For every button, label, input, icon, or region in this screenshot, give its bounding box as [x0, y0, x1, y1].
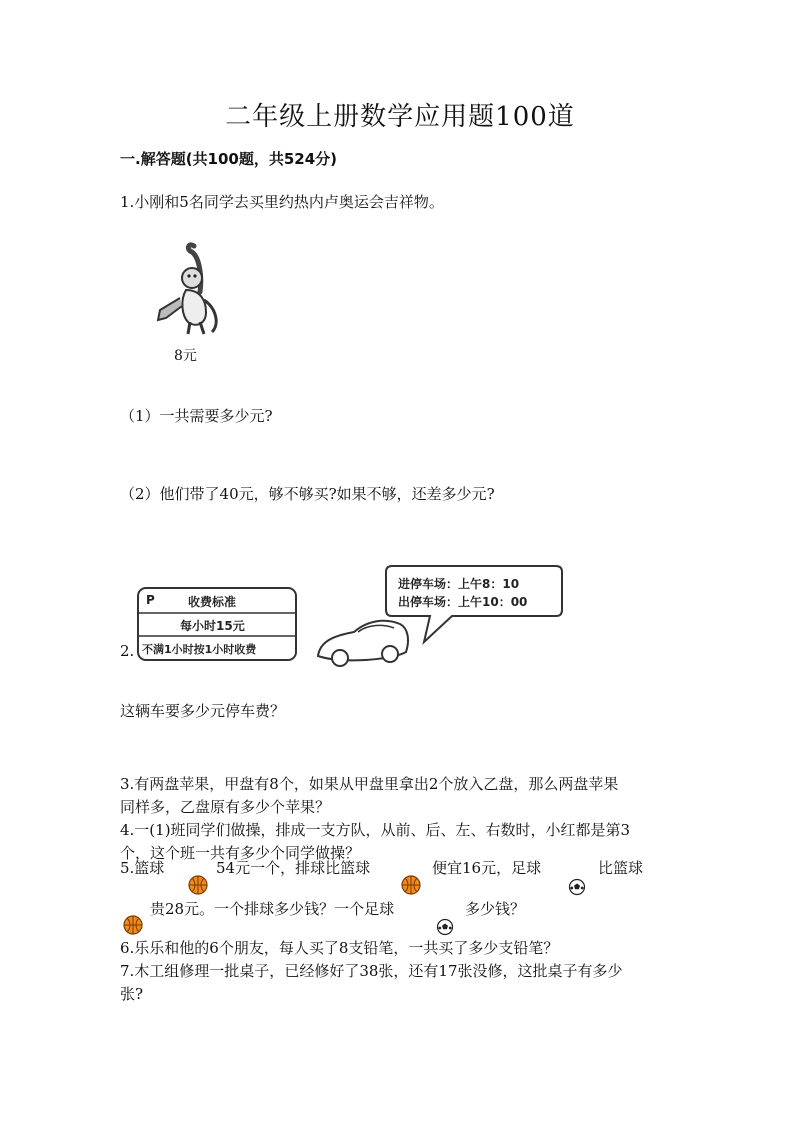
q6-text: 6.乐乐和他的6个朋友，每人买了8支铅笔，一共买了多少支铅笔？ [120, 939, 559, 957]
q3-line1: 3.有两盘苹果，甲盘有8个，如果从甲盘里拿出2个放入乙盘，那么两盘苹果 [120, 775, 619, 793]
page-title: 二年级上册数学应用题100道 [225, 102, 575, 132]
q5-part5: 贵28元。一个排球多少钱？一个足球 [150, 900, 395, 918]
price-caption: 8元 [174, 348, 197, 364]
soccer-ball-icon [436, 918, 454, 936]
q2-number: 2. [120, 642, 135, 660]
basketball-icon [400, 874, 422, 896]
section-heading: 一.解答题(共100题，共524分) [120, 150, 338, 168]
q2-question: 这辆车要多少元停车费？ [120, 702, 286, 720]
car-speech-bubble-illustration [312, 562, 564, 680]
q5-part3: 便宜16元，足球 [432, 859, 542, 877]
q7-line1: 7.木工组修理一批桌子，已经修好了38张，还有17张没修，这批桌子有多少 [120, 962, 623, 980]
q1-sub1: （1）一共需要多少元? [120, 407, 273, 425]
q5-part6: 多少钱？ [465, 900, 526, 918]
q1-sub2: （2）他们带了40元，够不够买?如果不够，还差多少元? [120, 485, 495, 503]
parking-fee-sign [136, 586, 298, 662]
q4-line1: 4.一(1)班同学们做操，排成一支方队，从前、后、左、右数时，小红都是第3 [120, 821, 631, 839]
q5-part1: 5.篮球 [120, 859, 165, 877]
soccer-ball-icon [568, 878, 586, 896]
q4-line2: 个，这个班一共有多少个同学做操？ [120, 844, 361, 862]
q3-line2: 同样多，乙盘原有多少个苹果？ [120, 798, 331, 816]
sign-rule: 不满1小时按1小时收费 [142, 643, 257, 656]
sign-header: 收费标准 [188, 595, 237, 609]
bubble-line2: 出停车场：上午10：00 [398, 595, 528, 609]
sign-rate: 每小时15元 [180, 619, 245, 633]
basketball-icon [187, 874, 209, 896]
car-icon [318, 621, 408, 666]
bubble-line1: 进停车场：上午8：10 [398, 577, 520, 591]
q5-part2: 54元一个，排球比篮球 [216, 859, 371, 877]
q5-part4: 比篮球 [598, 859, 644, 877]
sign-p: P [146, 593, 155, 607]
mascot-doll-image [150, 238, 230, 346]
q1-stem: 1.小刚和5名同学去买里约热内卢奥运会吉祥物。 [120, 193, 444, 211]
q7-line2: 张? [120, 985, 144, 1003]
basketball-icon [122, 914, 144, 936]
